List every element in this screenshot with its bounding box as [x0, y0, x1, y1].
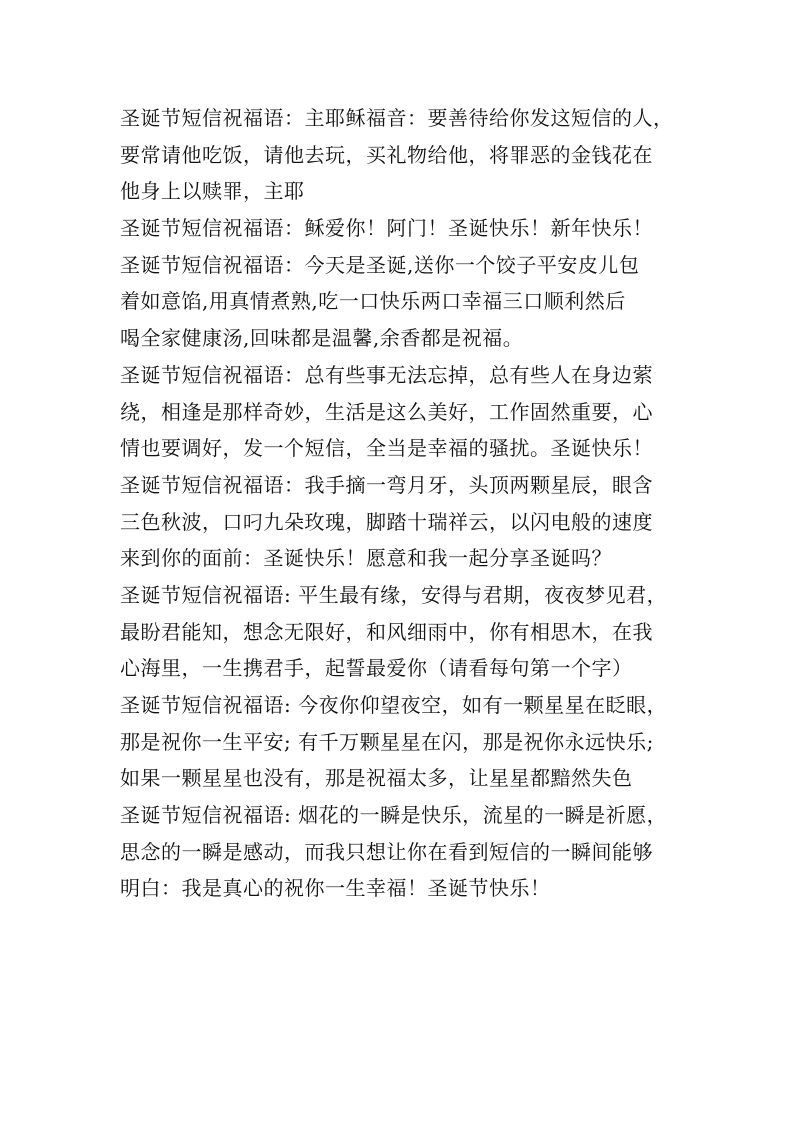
text-line: 思念的一瞬是感动，而我只想让你在看到短信的一瞬间能够: [120, 839, 653, 864]
text-line: 来到你的面前：圣诞快乐！愿意和我一起分享圣诞吗？: [120, 546, 612, 571]
text-line: 圣诞节短信祝福语：主耶稣福音：要善待给你发这短信的人，: [120, 106, 674, 130]
text-line: 情也要调好，发一个短信，全当是幸福的骚扰。圣诞快乐！: [120, 436, 653, 461]
greeting-paragraph: [120, 577, 692, 687]
text-line: 着如意馅,用真情煮熟,吃一口快乐两口幸福三口顺利然后: [120, 289, 626, 314]
text-line: 圣诞节短信祝福语：稣爱你！阿门！圣诞快乐！新年快乐！: [120, 216, 653, 241]
greeting-paragraph: [120, 247, 692, 357]
greeting-paragraph: [120, 210, 692, 247]
text-line: 如果一颗星星也没有，那是祝福太多，让星星都黯然失色: [120, 766, 633, 791]
greeting-paragraph: [120, 797, 692, 907]
text-line: 圣诞节短信祝福语: 平生最有缘，安得与君期，夜夜梦见君，: [120, 582, 668, 607]
text-line: 那是祝你一生平安; 有千万颗星星在闪，那是祝你永远快乐;: [120, 729, 654, 754]
text-line: 喝全家健康汤,回味都是温馨,余香都是祝福。: [120, 326, 524, 351]
text-line: 圣诞节短信祝福语: 今夜你仰望夜空，如有一颗星星在眨眼，: [120, 693, 668, 717]
greeting-paragraph: [120, 467, 692, 577]
text-line: 要常请他吃饭，请他去玩，买礼物给他，将罪恶的金钱花在: [120, 142, 653, 167]
text-line: 心海里，一生携君手，起誓最爱你（请看每句第一个字）: [120, 656, 633, 681]
text-line: 绕，相逢是那样奇妙，生活是这么美好，工作固然重要，心: [120, 399, 653, 424]
text-line: 圣诞节短信祝福语：我手摘一弯月牙，头顶两颗星辰，眼含: [120, 472, 653, 497]
greeting-paragraph: [120, 357, 692, 467]
text-line: 最盼君能知，想念无限好，和风细雨中，你有相思木，在我: [120, 619, 653, 644]
text-line: 圣诞节短信祝福语：今天是圣诞,送你一个饺子平安皮儿包: [120, 252, 640, 277]
text-line: 三色秋波，口叼九朵玫瑰，脚踏十瑞祥云，以闪电般的速度: [120, 509, 653, 534]
greeting-paragraph: [120, 100, 692, 210]
text-line: 他身上以赎罪，主耶: [120, 179, 305, 204]
text-line: 圣诞节短信祝福语：总有些事无法忘掉，总有些人在身边萦: [120, 362, 653, 387]
text-line: 明白：我是真心的祝你一生幸福！圣诞节快乐！: [120, 876, 551, 901]
greeting-paragraph: [120, 687, 692, 797]
text-line: 圣诞节短信祝福语: 烟花的一瞬是快乐，流星的一瞬是祈愿，: [120, 803, 668, 828]
document-body: [120, 100, 692, 907]
